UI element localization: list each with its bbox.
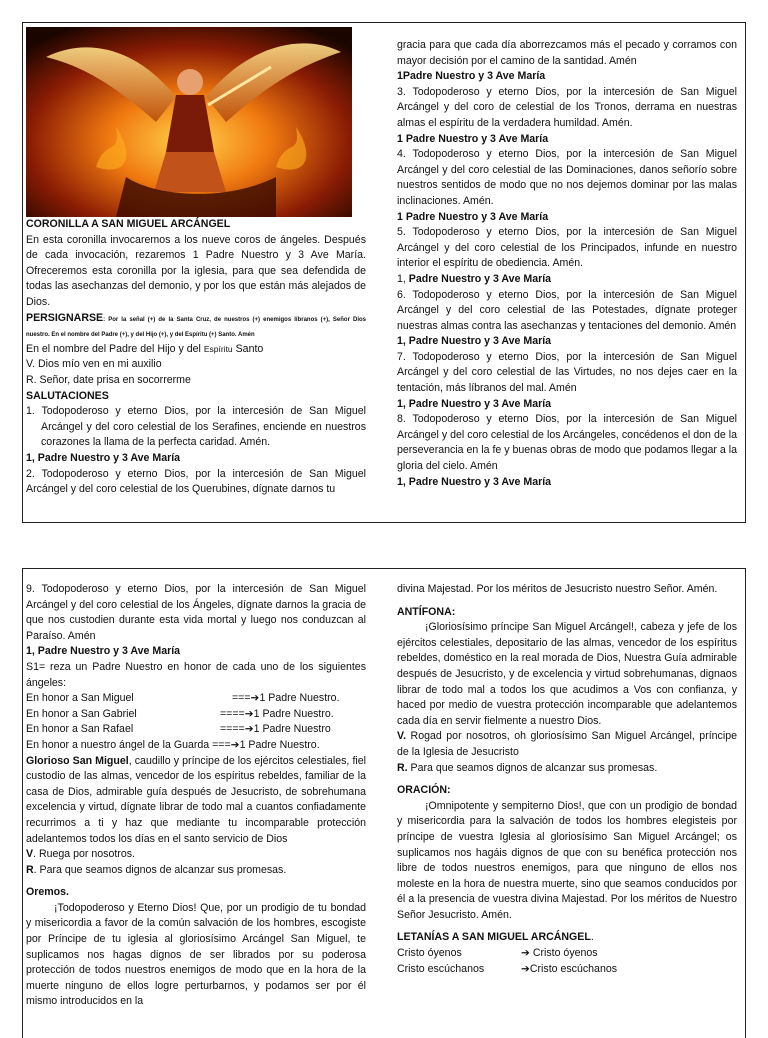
- prayer-count-7: 1, Padre Nuestro y 3 Ave María: [397, 397, 552, 410]
- prayer-count-2: 1Padre Nuestro y 3 Ave María: [397, 70, 546, 83]
- persignarse-text: : Por la señal (+) de la Santa Cruz, de nuestros (+) enemigos líbranos (+), Señor Dios nuestro. En el nombre del Padre (+), y del Hijo (+), y del Espíritu (+) Santo. Amén: [26, 316, 366, 339]
- arrow-icon: ====➔: [220, 723, 254, 736]
- arrow-icon: ===➔: [212, 738, 240, 751]
- salutaciones-heading: SALUTACIONES: [26, 389, 109, 402]
- intro-paragraph: En esta coronilla invocaremos a los nueve coros de ángeles. Después de cada invocación, rezaremos 1 Padre Nuestro y 3 Ave María. Ofreceremos esta coronilla por la iglesia, para que sea defendida de todas las asechanzas del demonio, y por los que están más alejados de Dios.: [26, 233, 366, 308]
- glorioso-paragraph: [26, 754, 366, 848]
- honor-row: [26, 722, 366, 738]
- arrow-icon: ===➔: [232, 692, 260, 705]
- oracion-paragraph: ¡Omnipotente y sempiterno Dios!, que con un prodigio de bondad y misericordia para la salvación de todos los hombres elegisteis por príncipe de vuestra Iglesia al gloriosísimo San Miguel Arcángel; os suplicamos nos hagáis dignos de que con su benéfica protección nos libre de todos nuestros enemigos, para que ninguno de ellos nos moleste en la hora de nuestra muerte, sino que seamos conducidos por él a la presencia de vuestra divina Majestad. Por los méritos de Nuestro Señor Jesucristo. Amén.: [397, 799, 737, 921]
- right-column: [397, 582, 737, 977]
- letanias-title: LETANÍAS A SAN MIGUEL ARCÁNGEL: [397, 931, 591, 944]
- glorioso-label: Glorioso San Miguel: [26, 754, 129, 767]
- oremos-continued: divina Majestad. Por los méritos de Jesucristo nuestro Señor. Amén.: [397, 583, 718, 595]
- honor-row: [26, 707, 366, 723]
- s1-note: S1= reza un Padre Nuestro en honor de cada uno de los siguientes ángeles:: [26, 660, 366, 689]
- honor-row: [26, 738, 366, 754]
- litany-response: ➔ Cristo óyenos: [521, 947, 598, 960]
- salutation-1: 1. Todopoderoso y eterno Dios, por la intercesión de San Miguel Arcángel y del coro celestial de los Serafines, enciende en nuestros corazones la llama de la perfecta caridad. Amén.: [26, 405, 366, 449]
- prayer-count-9: 1, Padre Nuestro y 3 Ave María: [26, 645, 181, 658]
- salutation-5: 5. Todopoderoso y eterno Dios, por la intercesión de San Miguel Arcángel y del coro celestial de los Principados, infunde en nuestro interior el espíritu de obediencia. Amén.: [397, 226, 737, 270]
- response-line: R. Señor, date prisa en socorrerme: [26, 373, 191, 386]
- arrow-icon: ====➔: [220, 707, 254, 720]
- prayer-count-5-text: Padre Nuestro y 3 Ave María: [408, 272, 552, 285]
- prayer-count-6: 1, Padre Nuestro y 3 Ave María: [397, 335, 552, 348]
- trinity-text-a: En el nombre del Padre del Hijo y del: [26, 342, 204, 355]
- salutation-3: 3. Todopoderoso y eterno Dios, por la intercesión de San Miguel Arcángel y del coro de celestial de los Tronos, derrama en nuestras almas el espíritu de la verdadera humildad. Amén.: [397, 85, 737, 129]
- honor-value: 1 Padre Nuestro.: [239, 738, 320, 751]
- honor-label: En honor a San Rafael: [26, 723, 134, 736]
- page-2: [22, 568, 746, 1038]
- litany-call: Cristo escúchanos: [397, 962, 485, 975]
- honor-value: 1 Padre Nuestro: [253, 723, 331, 736]
- antifona-paragraph: ¡Gloriosísimo príncipe San Miguel Arcángel!, cabeza y jefe de los ejércitos celestiales, depositario de las almas, vencedor de los espíritus rebeldes, doméstico en la real morada de Dios, Nuestra Guía admirable después de Jesucristo, y de excelencia y virtud sobrehumanas, dignaos librar de todo mal a todos los que acudimos a Vos con confianza, y haced por medio de vuestra protección incomparable que adelantemos cada día en servir fielmente a nuestro Dios.: [397, 621, 737, 727]
- antifona-heading: ANTÍFONA:: [397, 605, 456, 618]
- honor-row: [26, 691, 366, 707]
- response-line: [26, 863, 366, 879]
- salutation-8: 8. Todopoderoso y eterno Dios, por la intercesión de San Miguel Arcángel y del coro celestial de los Arcángeles, concédenos el don de la perseverancia en la fe y buenas obras de modo que podamos llegar a la gloria del cielo. Amén: [397, 413, 737, 473]
- letanias-heading: [397, 930, 737, 946]
- response-text: Para que seamos dignos de alcanzar sus promesas.: [407, 761, 658, 774]
- trinity-text-b: Espíritu: [203, 343, 233, 354]
- page-1: [22, 22, 746, 523]
- honor-value: 1 Padre Nuestro.: [259, 692, 340, 705]
- versicle-text: . Ruega por nosotros.: [33, 848, 135, 861]
- versicle-line: V. Dios mío ven en mi auxilio: [26, 358, 162, 371]
- prayer-count-3: 1 Padre Nuestro y 3 Ave María: [397, 132, 549, 145]
- response-label: R.: [397, 761, 408, 774]
- salutation-2-continued: gracia para que cada día aborrezcamos más el pecado y corramos con mayor decisión por el camino de la santidad. Amén: [397, 39, 737, 67]
- trinity-line: [26, 342, 366, 358]
- persignarse-line: [26, 311, 366, 342]
- versicle-text: Rogad por nosotros, oh gloriosísimo San Miguel Arcángel, príncipe de la Iglesia de Jesucristo: [397, 730, 737, 758]
- glorioso-text: , caudillo y príncipe de los ejércitos celestiales, fiel custodio de las almas, vencedor de los espíritus rebeldes, familiar de la casa de Dios, admirable guía después de Jesucristo, de sobrehumana excelencia y virtud, dígnate librar de todo mal a cuantos confiadamente recurrimos a ti y haz que mediante tu incomparable protección adelantemos todos los días en el santo servicio de Dios: [26, 754, 367, 845]
- litany-row: [397, 946, 737, 962]
- response-label: R: [26, 863, 34, 876]
- salutation-4: 4. Todopoderoso y eterno Dios, por la intercesión de San Miguel Arcángel y del coro celestial de las Dominaciones, danos señorío sobre nuestros sentidos de modo que no nos dejemos dominar por las malas inclinaciones. Amén.: [397, 148, 737, 207]
- oremos-heading: Oremos.: [26, 886, 69, 899]
- salutation-2: 2. Todopoderoso y eterno Dios, por la intercesión de San Miguel Arcángel y del coro celestial de los Querubines, dígnate darnos tu: [26, 467, 366, 496]
- versicle-line: [397, 729, 737, 760]
- versicle-line: [26, 847, 366, 863]
- oracion-heading: ORACIÓN:: [397, 784, 451, 797]
- oremos-paragraph: ¡Todopoderoso y Eterno Dios! Que, por un prodigio de tu bondad y misericordia a favor de la común salvación de los hombres, escogiste por Príncipe de tu iglesia al gloriosísimo Arcángel San Miguel, te suplicamos nos hagas dignos de ser librados por su poderosa protección de todos nuestros enemigos de modo que en la hora de la muerte ninguno de ellos logre perturbarnos, y podamos ser por él mismo introducidos en la: [26, 901, 366, 1008]
- litany-response: ➔Cristo escúchanos: [521, 962, 618, 975]
- honor-label: En honor a San Miguel: [26, 692, 134, 705]
- persignarse-label: PERSIGNARSE: [26, 311, 104, 324]
- litany-call: Cristo óyenos: [397, 947, 462, 960]
- prayer-count-8: 1, Padre Nuestro y 3 Ave María: [397, 475, 552, 488]
- left-column: [26, 582, 366, 1010]
- honor-label: En honor a nuestro ángel de la Guarda: [26, 738, 213, 751]
- document-title: CORONILLA A SAN MIGUEL ARCÁNGEL: [26, 218, 231, 230]
- saint-michael-illustration: [26, 27, 352, 217]
- salutation-6: 6. Todopoderoso y eterno Dios, por la intercesión de San Miguel Arcángel y del coro celestial de las Potestades, dígnate proteger nuestras almas contra las asechanzas y tentaciones del demonio. Amén: [397, 288, 737, 332]
- letanias-dot: .: [590, 931, 594, 944]
- salutation-9: 9. Todopoderoso y eterno Dios, por la intercesión de San Miguel Arcángel y del coro celestial de los Ángeles, dígnate darnos la gracia de que nos custodien durante esta vida mortal y luego nos conduzcan al Paraíso. Amén: [26, 583, 366, 642]
- prayer-count-5: [397, 272, 737, 288]
- versicle-label: V: [26, 848, 34, 861]
- prayer-count-1: 1, Padre Nuestro y 3 Ave María: [26, 451, 181, 464]
- honor-label: En honor a San Gabriel: [26, 707, 137, 720]
- prayer-count-4: 1 Padre Nuestro y 3 Ave María: [397, 210, 549, 223]
- honor-value: 1 Padre Nuestro.: [253, 707, 334, 720]
- left-column: [26, 27, 366, 498]
- right-column: [397, 38, 737, 490]
- salutation-7: 7. Todopoderoso y eterno Dios, por la intercesión de San Miguel Arcángel y del coro celestial de las Virtudes, no nos dejes caer en la tentación, más líbranos del mal. Amén: [397, 350, 737, 395]
- versicle-label: V.: [397, 730, 407, 743]
- prayer-count-5-num: 1,: [397, 272, 409, 285]
- response-line: [397, 761, 737, 777]
- litany-row: [397, 962, 737, 978]
- response-text: . Para que seamos dignos de alcanzar sus promesas.: [33, 863, 287, 876]
- trinity-text-c: Santo: [232, 342, 264, 355]
